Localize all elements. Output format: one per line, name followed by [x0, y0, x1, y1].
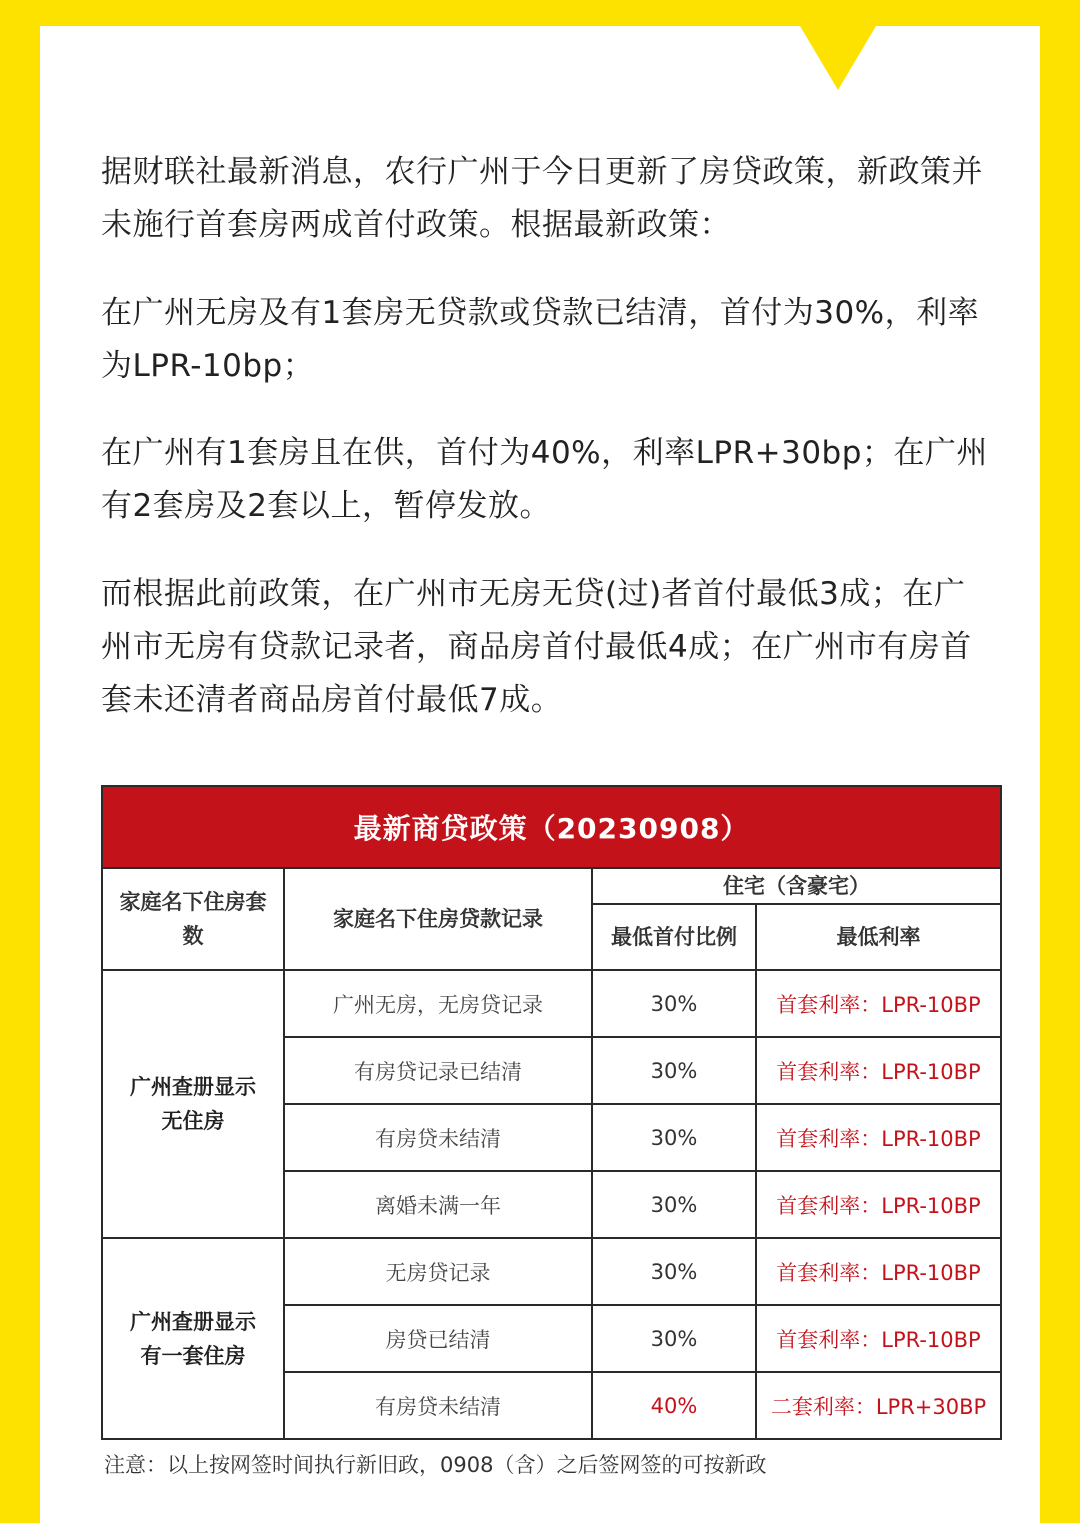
paragraph-previous-policy: 而根据此前政策，在广州市无房无贷(过)者首付最低3成；在广州市无房有贷款记录者，商品房首付最低4成；在广州市有房首套未还清者商品房首付最低7成。	[101, 576, 972, 718]
row-down-payment: 30%	[592, 970, 756, 1037]
paragraph-intro: 据财联社最新消息，农行广州于今日更新了房贷政策，新政策并未施行首套房两成首付政策。根据最新政策：	[101, 154, 983, 243]
row-condition: 离婚未满一年	[284, 1171, 592, 1238]
header-min-rate: 最低利率	[756, 904, 1001, 970]
header-house-count-label: 家庭名下住房套数	[119, 890, 267, 948]
row-condition: 有房贷未结清	[284, 1104, 592, 1171]
header-min-down-payment: 最低首付比例	[592, 904, 756, 970]
row-rate: 二套利率：LPR+30BP	[756, 1372, 1001, 1439]
paragraph-first-home: 在广州无房及有1套房无贷款或贷款已结清，首付为30%，利率为LPR-10bp；	[101, 295, 980, 384]
row-rate: 首套利率：LPR-10BP	[756, 1171, 1001, 1238]
row-rate: 首套利率：LPR-10BP	[756, 1238, 1001, 1305]
row-condition: 有房贷未结清	[284, 1372, 592, 1439]
policy-table	[101, 785, 1002, 1440]
row-rate: 首套利率：LPR-10BP	[756, 1037, 1001, 1104]
header-house-count	[102, 868, 284, 970]
group-no-house-label: 广州查册显示无住房	[130, 1075, 256, 1133]
row-down-payment: 30%	[592, 1305, 756, 1372]
group-one-house-label: 广州查册显示有一套住房	[130, 1309, 256, 1368]
row-rate: 首套利率：LPR-10BP	[756, 970, 1001, 1037]
row-condition: 房贷已结清	[284, 1305, 592, 1372]
group-no-house	[102, 970, 284, 1238]
table-row	[102, 1238, 1001, 1305]
header-loan-record: 家庭名下住房贷款记录	[284, 868, 592, 970]
row-down-payment: 30%	[592, 1171, 756, 1238]
row-condition: 有房贷记录已结清	[284, 1037, 592, 1104]
table-title: 最新商贷政策（20230908）	[102, 786, 1001, 868]
header-residential: 住宅（含豪宅）	[592, 868, 1001, 904]
row-down-payment: 30%	[592, 1037, 756, 1104]
group-one-house	[102, 1238, 284, 1439]
row-down-payment: 40%	[592, 1372, 756, 1439]
table-note: 注意：以上按网签时间执行新旧政，0908（含）之后签网签的可按新政	[104, 1453, 767, 1477]
decorative-notch	[800, 26, 876, 90]
paragraph-second-home: 在广州有1套房且在供，首付为40%，利率LPR+30bp；在广州有2套房及2套以上，暂停发放。	[101, 435, 988, 524]
row-rate: 首套利率：LPR-10BP	[756, 1305, 1001, 1372]
table-row	[102, 970, 1001, 1037]
row-condition: 广州无房，无房贷记录	[284, 970, 592, 1037]
row-down-payment: 30%	[592, 1104, 756, 1171]
row-rate: 首套利率：LPR-10BP	[756, 1104, 1001, 1171]
row-condition: 无房贷记录	[284, 1238, 592, 1305]
row-down-payment: 30%	[592, 1238, 756, 1305]
